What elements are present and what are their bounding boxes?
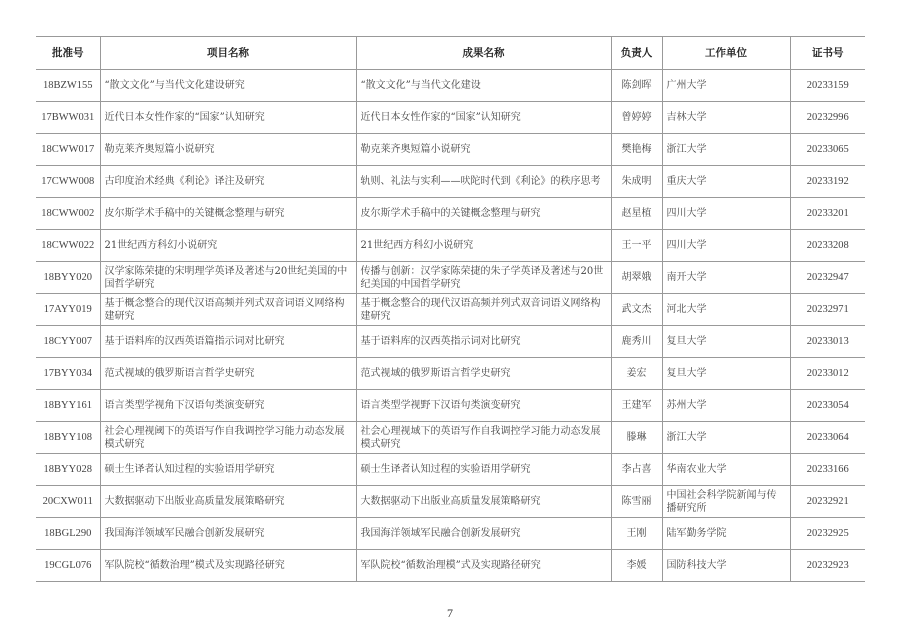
cell-result-name: 基于语料库的汉西英指示词对比研究: [356, 326, 611, 358]
cell-result-name: 大数据驱动下出版业高质量发展策略研究: [356, 486, 611, 518]
cell-result-name: 硕士生译者认知过程的实验语用学研究: [356, 454, 611, 486]
cell-result-name: 21世纪西方科幻小说研究: [356, 230, 611, 262]
header-project-name: 项目名称: [100, 37, 356, 70]
cell-work-unit: 南开大学: [662, 262, 790, 294]
cell-lead-person: 陈剑晖: [611, 70, 662, 102]
cell-project-name: 语言类型学视角下汉语句类演变研究: [100, 390, 356, 422]
cell-work-unit: 四川大学: [662, 230, 790, 262]
cell-certificate-number: 20233054: [790, 390, 865, 422]
cell-certificate-number: 20233201: [790, 198, 865, 230]
cell-project-name: 古印度治术经典《利论》译注及研究: [100, 166, 356, 198]
cell-lead-person: 陈雪丽: [611, 486, 662, 518]
header-result-name: 成果名称: [356, 37, 611, 70]
cell-lead-person: 王一平: [611, 230, 662, 262]
cell-work-unit: 复旦大学: [662, 358, 790, 390]
cell-lead-person: 滕琳: [611, 422, 662, 454]
cell-approval-number: 18BYY028: [36, 454, 100, 486]
cell-certificate-number: 20232921: [790, 486, 865, 518]
cell-work-unit: 浙江大学: [662, 134, 790, 166]
awards-table: [36, 36, 865, 582]
cell-work-unit: 浙江大学: [662, 422, 790, 454]
cell-project-name: 我国海洋领域军民融合创新发展研究: [100, 518, 356, 550]
cell-certificate-number: 20232947: [790, 262, 865, 294]
cell-certificate-number: 20233166: [790, 454, 865, 486]
cell-lead-person: 赵星植: [611, 198, 662, 230]
cell-lead-person: 武文杰: [611, 294, 662, 326]
table-row: [36, 102, 865, 134]
header-work-unit: 工作单位: [662, 37, 790, 70]
cell-project-name: “散文文化”与当代文化建设研究: [100, 70, 356, 102]
cell-work-unit: 广州大学: [662, 70, 790, 102]
table-row: [36, 326, 865, 358]
cell-project-name: 汉学家陈荣捷的宋明理学英译及著述与20世纪美国的中国哲学研究: [100, 262, 356, 294]
cell-project-name: 社会心理视阈下的英语写作自我调控学习能力动态发展模式研究: [100, 422, 356, 454]
cell-approval-number: 18CWW002: [36, 198, 100, 230]
cell-work-unit: 复旦大学: [662, 326, 790, 358]
cell-approval-number: 20CXW011: [36, 486, 100, 518]
cell-approval-number: 17AYY019: [36, 294, 100, 326]
cell-lead-person: 曾婷婷: [611, 102, 662, 134]
header-approval-number: 批准号: [36, 37, 100, 70]
cell-work-unit: 陆军勤务学院: [662, 518, 790, 550]
cell-approval-number: 17BYY034: [36, 358, 100, 390]
table-row: [36, 422, 865, 454]
cell-approval-number: 17BWW031: [36, 102, 100, 134]
cell-certificate-number: 20232923: [790, 550, 865, 582]
cell-project-name: 21世纪西方科幻小说研究: [100, 230, 356, 262]
cell-result-name: “散文文化”与当代文化建设: [356, 70, 611, 102]
cell-project-name: 军队院校“循数治理”模式及实现路径研究: [100, 550, 356, 582]
cell-approval-number: 18BYY161: [36, 390, 100, 422]
cell-approval-number: 17CWW008: [36, 166, 100, 198]
cell-approval-number: 18BZW155: [36, 70, 100, 102]
cell-certificate-number: 20233159: [790, 70, 865, 102]
cell-lead-person: 李占喜: [611, 454, 662, 486]
cell-result-name: 传播与创新：汉学家陈荣捷的朱子学英译及著述与20世纪美国的中国哲学研究: [356, 262, 611, 294]
table-row: [36, 294, 865, 326]
cell-work-unit: 中国社会科学院新闻与传播研究所: [662, 486, 790, 518]
cell-result-name: 皮尔斯学术手稿中的关键概念整理与研究: [356, 198, 611, 230]
cell-lead-person: 鹿秀川: [611, 326, 662, 358]
cell-lead-person: 胡翠娥: [611, 262, 662, 294]
table-row: [36, 550, 865, 582]
table-row: [36, 230, 865, 262]
cell-certificate-number: 20233064: [790, 422, 865, 454]
cell-approval-number: 18BYY020: [36, 262, 100, 294]
table-row: [36, 166, 865, 198]
cell-lead-person: 王建军: [611, 390, 662, 422]
cell-work-unit: 华南农业大学: [662, 454, 790, 486]
table-header-row: [36, 37, 865, 70]
cell-lead-person: 李媛: [611, 550, 662, 582]
table-row: [36, 70, 865, 102]
cell-project-name: 基于语料库的汉西英语篇指示词对比研究: [100, 326, 356, 358]
cell-result-name: 语言类型学视野下汉语句类演变研究: [356, 390, 611, 422]
cell-work-unit: 国防科技大学: [662, 550, 790, 582]
cell-result-name: 基于概念整合的现代汉语高频并列式双音词语义网络构建研究: [356, 294, 611, 326]
cell-result-name: 社会心理视域下的英语写作自我调控学习能力动态发展模式研究: [356, 422, 611, 454]
cell-approval-number: 18CWW017: [36, 134, 100, 166]
cell-project-name: 大数据驱动下出版业高质量发展策略研究: [100, 486, 356, 518]
table-row: [36, 454, 865, 486]
cell-certificate-number: 20232925: [790, 518, 865, 550]
cell-result-name: 我国海洋领域军民融合创新发展研究: [356, 518, 611, 550]
table-row: [36, 390, 865, 422]
cell-approval-number: 18CYY007: [36, 326, 100, 358]
cell-certificate-number: 20233012: [790, 358, 865, 390]
cell-approval-number: 18BGL290: [36, 518, 100, 550]
table-row: [36, 262, 865, 294]
cell-project-name: 皮尔斯学术手稿中的关键概念整理与研究: [100, 198, 356, 230]
table-row: [36, 518, 865, 550]
cell-result-name: 军队院校“循数治理模”式及实现路径研究: [356, 550, 611, 582]
cell-certificate-number: 20233065: [790, 134, 865, 166]
cell-approval-number: 18BYY108: [36, 422, 100, 454]
page-number: 7: [447, 606, 453, 620]
header-certificate-number: 证书号: [790, 37, 865, 70]
cell-project-name: 范式视域的俄罗斯语言哲学史研究: [100, 358, 356, 390]
cell-work-unit: 河北大学: [662, 294, 790, 326]
cell-certificate-number: 20233192: [790, 166, 865, 198]
cell-certificate-number: 20233208: [790, 230, 865, 262]
cell-certificate-number: 20232971: [790, 294, 865, 326]
table-row: [36, 198, 865, 230]
table-row: [36, 358, 865, 390]
cell-lead-person: 王刚: [611, 518, 662, 550]
cell-certificate-number: 20233013: [790, 326, 865, 358]
cell-lead-person: 樊艳梅: [611, 134, 662, 166]
cell-project-name: 硕士生译者认知过程的实验语用学研究: [100, 454, 356, 486]
table-row: [36, 134, 865, 166]
cell-work-unit: 重庆大学: [662, 166, 790, 198]
cell-work-unit: 苏州大学: [662, 390, 790, 422]
cell-lead-person: 姜宏: [611, 358, 662, 390]
header-lead: 负责人: [611, 37, 662, 70]
cell-work-unit: 吉林大学: [662, 102, 790, 134]
cell-work-unit: 四川大学: [662, 198, 790, 230]
cell-result-name: 轨则、礼法与实利——吠陀时代到《利论》的秩序思考: [356, 166, 611, 198]
cell-approval-number: 19CGL076: [36, 550, 100, 582]
table-row: [36, 486, 865, 518]
cell-result-name: 勒克莱齐奥短篇小说研究: [356, 134, 611, 166]
cell-certificate-number: 20232996: [790, 102, 865, 134]
cell-lead-person: 朱成明: [611, 166, 662, 198]
cell-result-name: 范式视域的俄罗斯语言哲学史研究: [356, 358, 611, 390]
cell-result-name: 近代日本女性作家的“国家”认知研究: [356, 102, 611, 134]
cell-project-name: 近代日本女性作家的“国家”认知研究: [100, 102, 356, 134]
cell-approval-number: 18CWW022: [36, 230, 100, 262]
cell-project-name: 基于概念整合的现代汉语高频并列式双音词语义网络构建研究: [100, 294, 356, 326]
cell-project-name: 勒克莱齐奥短篇小说研究: [100, 134, 356, 166]
